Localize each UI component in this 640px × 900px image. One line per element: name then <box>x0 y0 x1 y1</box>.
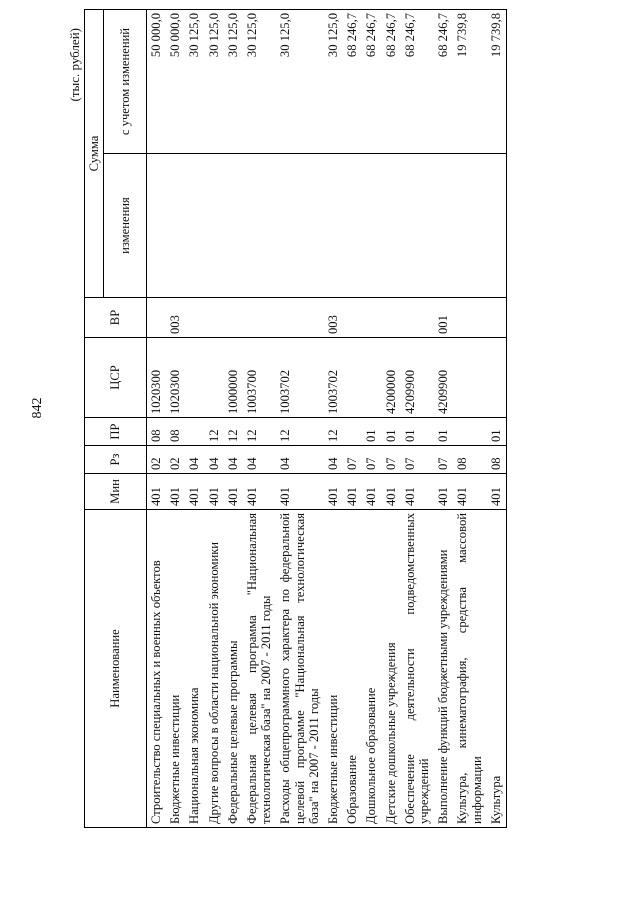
table-row <box>224 9 243 827</box>
row-pr: 12 <box>225 429 240 442</box>
row-pr: 01 <box>436 429 451 442</box>
table-row <box>205 9 224 827</box>
row-name: Федеральные целевые программы <box>224 510 243 828</box>
row-pr: 12 <box>278 429 293 442</box>
row-rz: 07 <box>345 457 360 470</box>
header-csr: ЦСР <box>85 338 147 418</box>
table-row <box>362 9 381 827</box>
row-vr: 001 <box>436 315 451 334</box>
row-rz: 02 <box>149 457 163 470</box>
row-rz: 04 <box>206 457 221 470</box>
row-name: Детские дошкольные учреждения <box>382 510 401 828</box>
row-total: 68 246,7 <box>436 12 451 58</box>
row-name: Культура, кинематография, средства массовой информации <box>453 510 486 828</box>
row-rz: 04 <box>245 457 260 470</box>
document-page <box>24 0 640 858</box>
table-row <box>185 9 204 827</box>
row-rz: 04 <box>187 457 202 470</box>
header-min: Мин <box>85 474 147 510</box>
row-min: 401 <box>278 487 293 506</box>
row-min: 401 <box>149 487 163 506</box>
row-rz: 07 <box>436 457 451 470</box>
table-header <box>85 9 147 827</box>
table-row <box>453 9 486 827</box>
row-pr: 12 <box>245 429 260 442</box>
table-row <box>166 9 185 827</box>
row-csr: 1003702 <box>278 369 293 414</box>
header-vr: ВР <box>85 298 147 338</box>
row-name: Культура <box>487 510 507 828</box>
budget-table <box>84 9 507 828</box>
row-total: 68 246,7 <box>364 12 379 58</box>
row-total: 30 125,0 <box>187 12 202 58</box>
row-min: 401 <box>364 487 379 506</box>
units-label: (тыс. рублей) <box>67 28 82 102</box>
row-name: Другие вопросы в области национальной экономики <box>205 510 224 828</box>
row-total: 68 246,7 <box>383 12 398 58</box>
row-name: Обеспечение деятельности подведомственных учреждений <box>401 510 434 828</box>
row-min: 401 <box>225 487 240 506</box>
row-rz: 07 <box>383 457 398 470</box>
row-pr: 12 <box>326 429 341 442</box>
table-row <box>382 9 401 827</box>
row-pr: 01 <box>488 429 503 442</box>
page-number: 842 <box>30 397 45 419</box>
row-min: 401 <box>168 487 183 506</box>
row-rz: 08 <box>488 457 503 470</box>
row-pr: 01 <box>402 429 417 442</box>
table-row <box>434 9 453 827</box>
row-csr: 1020300 <box>149 369 163 414</box>
row-min: 401 <box>326 487 341 506</box>
row-min: 401 <box>488 487 503 506</box>
row-name: Выполнение функций бюджетными учреждениями <box>434 510 453 828</box>
row-rz: 04 <box>326 457 341 470</box>
row-rz: 08 <box>455 457 470 470</box>
table-row <box>147 9 167 827</box>
row-name: Дошкольное образование <box>362 510 381 828</box>
row-total: 30 125,0 <box>206 12 221 58</box>
header-pr: ПР <box>85 418 147 446</box>
row-name: Федеральная целевая программа "Национальная технологическая база" на 2007 - 2011 годы <box>243 510 276 828</box>
row-csr: 1003702 <box>326 369 341 414</box>
row-min: 401 <box>206 487 221 506</box>
row-total: 50 000,0 <box>149 12 163 58</box>
row-min: 401 <box>383 487 398 506</box>
row-name: Образование <box>343 510 362 828</box>
row-vr: 003 <box>326 315 341 334</box>
row-total: 19 739,8 <box>455 12 470 58</box>
row-pr: 12 <box>206 429 221 442</box>
header-with-changes: с учетом изменений <box>104 9 147 153</box>
row-name: Расходы общепрограммного характера по федеральной целевой программе "Национальная технологическая база" на 2007 - 2011 годы <box>276 510 324 828</box>
row-total: 68 246,7 <box>402 12 417 58</box>
row-pr: 08 <box>168 429 183 442</box>
row-min: 401 <box>245 487 260 506</box>
row-total: 30 125,0 <box>326 12 341 58</box>
table-row <box>324 9 343 827</box>
header-name: Наименование <box>85 510 147 828</box>
row-min: 401 <box>455 487 470 506</box>
table-row <box>343 9 362 827</box>
row-min: 401 <box>187 487 202 506</box>
header-sum: Сумма <box>85 9 104 297</box>
row-name: Бюджетные инвестиции <box>324 510 343 828</box>
row-total: 30 125,0 <box>225 12 240 58</box>
row-csr: 4209900 <box>436 369 451 414</box>
row-csr: 4209900 <box>402 369 417 414</box>
row-total: 30 125,0 <box>245 12 260 58</box>
row-min: 401 <box>345 487 360 506</box>
header-changes: изменения <box>104 154 147 298</box>
row-vr: 003 <box>168 315 183 334</box>
table-row <box>276 9 324 827</box>
row-name: Строительство специальных и военных объектов <box>147 510 167 828</box>
row-min: 401 <box>402 487 417 506</box>
row-pr: 01 <box>383 429 398 442</box>
table-row <box>487 9 507 827</box>
row-pr: 08 <box>149 429 163 442</box>
row-rz: 07 <box>402 457 417 470</box>
row-pr: 01 <box>364 429 379 442</box>
table-row <box>401 9 434 827</box>
row-csr: 1020300 <box>168 369 183 414</box>
table-row <box>243 9 276 827</box>
row-rz: 07 <box>364 457 379 470</box>
row-rz: 04 <box>278 457 293 470</box>
row-total: 68 246,7 <box>345 12 360 58</box>
row-rz: 04 <box>225 457 240 470</box>
header-rz: Рз <box>85 446 147 474</box>
row-csr: 1000000 <box>225 369 240 414</box>
row-name: Бюджетные инвестиции <box>166 510 185 828</box>
row-total: 19 739,8 <box>488 12 503 58</box>
row-name: Национальная экономика <box>185 510 204 828</box>
row-total: 50 000,0 <box>168 12 183 58</box>
row-csr: 1003700 <box>245 369 260 414</box>
row-rz: 02 <box>168 457 183 470</box>
row-total: 30 125,0 <box>278 12 293 58</box>
row-min: 401 <box>436 487 451 506</box>
row-csr: 4200000 <box>383 369 398 414</box>
